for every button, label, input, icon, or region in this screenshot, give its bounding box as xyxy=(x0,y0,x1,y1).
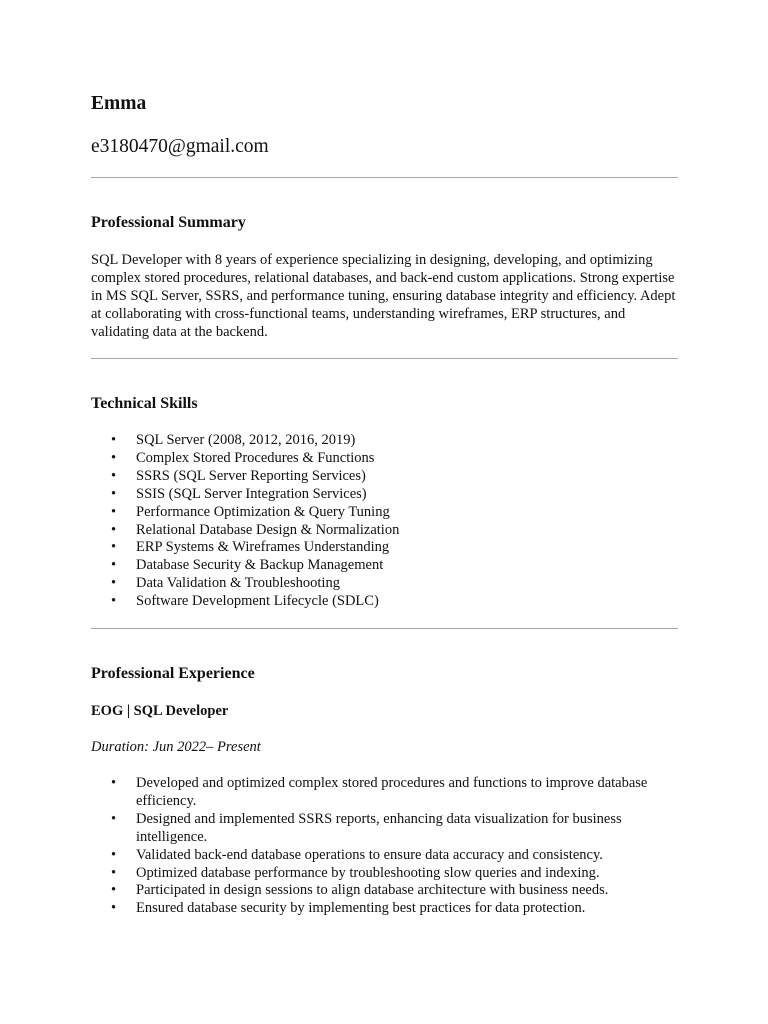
experience-text: Validated back-end database operations to ensure data accuracy and consistency. xyxy=(136,846,603,863)
skill-text: Data Validation & Troubleshooting xyxy=(136,575,340,592)
skill-item xyxy=(91,486,399,504)
skill-item xyxy=(91,468,399,486)
experience-text: Ensured database security by implementing best practices for data protection. xyxy=(136,900,586,917)
experience-item xyxy=(91,882,681,900)
skills-heading: Technical Skills xyxy=(91,395,198,412)
divider xyxy=(91,358,678,359)
skill-text: SQL Server (2008, 2012, 2016, 2019) xyxy=(136,432,356,448)
bullet-icon: • xyxy=(111,864,117,881)
experience-list xyxy=(91,775,681,918)
experience-item xyxy=(91,811,681,847)
experience-text: Developed and optimized complex stored procedures and functions to improve database efficiency. xyxy=(136,775,648,809)
divider xyxy=(91,177,678,178)
candidate-email: e3180470@gmail.com xyxy=(91,136,269,157)
skill-item xyxy=(91,450,399,468)
skill-text: Software Development Lifecycle (SDLC) xyxy=(136,593,379,610)
divider xyxy=(91,628,678,629)
summary-heading: Professional Summary xyxy=(91,214,246,231)
experience-item xyxy=(91,847,681,865)
skill-item xyxy=(91,557,399,575)
bullet-icon: • xyxy=(111,593,117,610)
skill-text: ERP Systems & Wireframes Understanding xyxy=(136,539,390,556)
skill-text: Performance Optimization & Query Tuning xyxy=(136,503,390,520)
candidate-name: Emma xyxy=(91,93,147,114)
summary-text: SQL Developer with 8 years of experience specializing in designing, developing, and optimizing complex stored procedures, relational databases, and back-end custom applications. Strong expertise in MS SQL Server, SSRS, and performance tuning, ensuring database integrity and efficiency. Adept at collaborating with cross-functional teams, understanding wireframes, ERP structures, and validating data at the backend. xyxy=(91,252,676,340)
skill-item xyxy=(91,432,399,450)
skill-item xyxy=(91,575,399,593)
bullet-icon: • xyxy=(111,485,117,502)
job-duration: Duration: Jun 2022– Present xyxy=(91,739,261,755)
bullet-icon: • xyxy=(111,467,117,484)
skill-text: SSIS (SQL Server Integration Services) xyxy=(136,485,367,502)
bullet-icon: • xyxy=(111,846,117,863)
bullet-icon: • xyxy=(111,449,117,466)
bullet-icon: • xyxy=(111,575,117,592)
bullet-icon: • xyxy=(111,432,117,448)
bullet-icon: • xyxy=(111,539,117,556)
job-title: EOG | SQL Developer xyxy=(91,703,229,719)
skill-item xyxy=(91,539,399,557)
skill-item xyxy=(91,522,399,540)
bullet-icon: • xyxy=(111,810,117,827)
experience-item xyxy=(91,865,681,883)
skill-text: Complex Stored Procedures & Functions xyxy=(136,449,375,466)
bullet-icon: • xyxy=(111,521,117,538)
experience-item xyxy=(91,775,681,811)
experience-item xyxy=(91,900,681,918)
skill-text: SSRS (SQL Server Reporting Services) xyxy=(136,467,366,484)
bullet-icon: • xyxy=(111,503,117,520)
skill-text: Relational Database Design & Normalization xyxy=(136,521,400,538)
experience-heading: Professional Experience xyxy=(91,665,255,682)
skill-item xyxy=(91,593,399,611)
bullet-icon: • xyxy=(111,900,117,917)
bullet-icon: • xyxy=(111,775,117,791)
skill-item xyxy=(91,504,399,522)
experience-text: Designed and implemented SSRS reports, enhancing data visualization for business intelligence. xyxy=(136,810,622,845)
bullet-icon: • xyxy=(111,557,117,574)
bullet-icon: • xyxy=(111,882,117,899)
experience-text: Optimized database performance by troubleshooting slow queries and indexing. xyxy=(136,864,600,881)
skills-list xyxy=(91,432,399,611)
skill-text: Database Security & Backup Management xyxy=(136,557,384,574)
experience-text: Participated in design sessions to align database architecture with business needs. xyxy=(136,882,609,899)
